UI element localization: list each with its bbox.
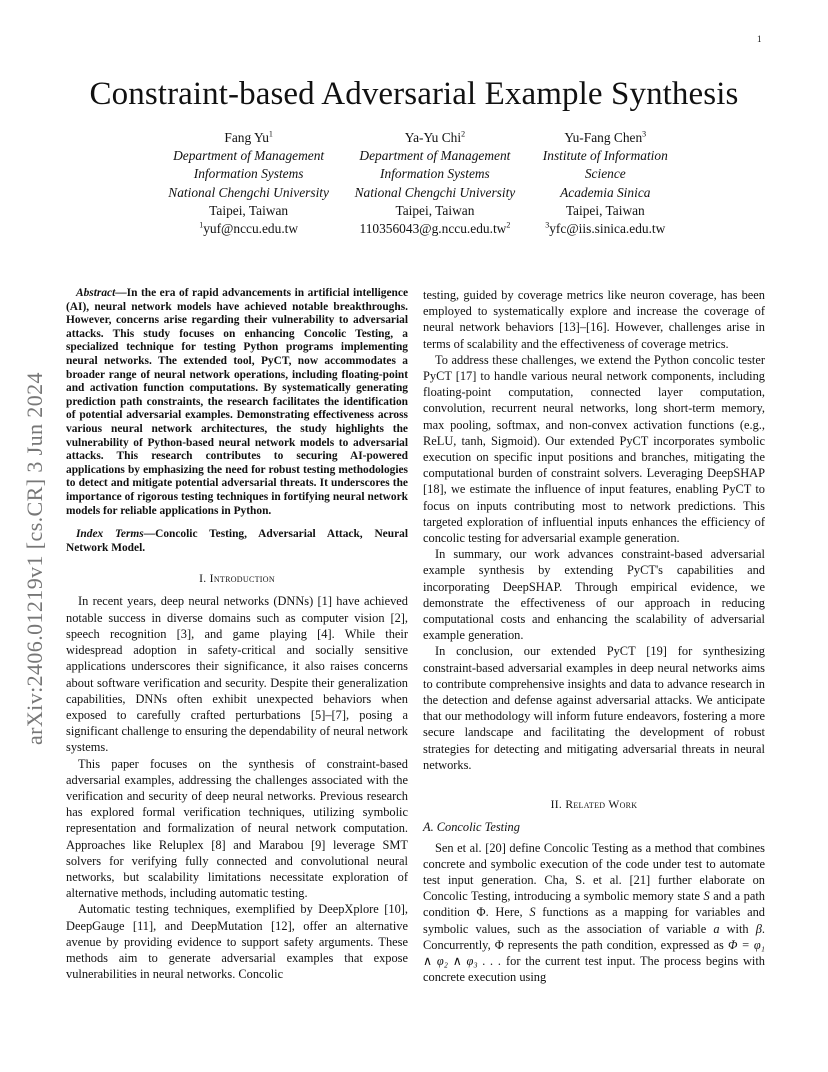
- author-block: [150, 129, 680, 238]
- author-location: Taipei, Taiwan: [395, 202, 475, 218]
- paragraph: testing, guided by coverage metrics like neuron coverage, has been employed to systematically explore and increase the coverage of neural network behaviors [13]–[16]. However, challenges arise in terms of scalability and the effectiveness of coverage metrics.: [423, 288, 765, 351]
- author-2: [345, 129, 524, 238]
- paragraph-concolic: [423, 840, 765, 986]
- index-terms-text: —Concolic Testing, Adversarial Attack, Neural Network Model.: [66, 528, 408, 554]
- paragraph: To address these challenges, we extend the Python concolic tester PyCT [17] to handle various neural network components, including floating-point computation, connected layer computation, convolution, recurrent neural networks, long short-term memory, max pooling, softmax, and non-convex activation functions (e.g., ReLU, tanh, Sigmoid). Our extended PyCT incorporates symbolic execution on specific input positions and branches, mitigating the computational burden of constraint solvers. Leveraging DeepSHAP [18], we estimate the influence of input features, enabling PyCT to focus on inputs contributing most to network predictions. This targeted exploration of influential inputs enhances the efficiency of concolic testing for adversarial example generation.: [423, 352, 765, 546]
- author-location: Taipei, Taiwan: [209, 202, 289, 218]
- subsection-heading: A. Concolic Testing: [423, 820, 520, 835]
- abstract: [66, 287, 408, 518]
- author-1: [154, 129, 343, 238]
- math-symbol: S: [703, 889, 710, 904]
- email-mark: 1: [199, 220, 204, 230]
- abstract-text: —In the era of rapid advancements in artificial intelligence (AI), neural network models have achieved notable breakthroughs. However, concerns arise regarding their vulnerability to adversarial attacks. This study focuses on enhancing Concolic Testing, a specialized technique for testing Python programs implementing neural networks. The extended tool, PyCT, now accommodates a broader range of neural network operations, including floating-point and activation function computations. By systematically generating prediction path constraints, the research facilitates the identification of potential adversarial examples. Demonstrating effectiveness across various neural network architectures, the study highlights the vulnerability of Python-based neural network models to adversarial attacks. This research contributes to securing AI-powered applications by emphasizing the need for robust testing methodologies to detect and mitigate potential adversarial threats. It underscores the importance of rigorous testing techniques in fortifying neural network models for reliable applications in Python.: [66, 287, 408, 517]
- paragraph: Automatic testing techniques, exemplified by DeepXplore [10], DeepGauge [11], and DeepMutation [12], offer an alternative avenue by providing evidence to support safety arguments. These methods aim to generate adversarial examples that expose vulnerabilities in neural networks. Concolic: [66, 902, 408, 982]
- math-symbol: β: [755, 921, 762, 936]
- text-run: . Here,: [485, 905, 530, 920]
- section-heading-related-work: [423, 797, 765, 813]
- author-department-line2: Information Systems: [380, 166, 490, 182]
- text-run: for the current test input. The process begins with concrete execution using: [423, 953, 766, 985]
- text-run: functions as a mapping for variables and symbolic values, such as the association of variable: [423, 905, 766, 936]
- math-symbol: Φ: [476, 905, 486, 920]
- author-institution: National Chengchi University: [354, 184, 516, 200]
- math-symbol: S: [529, 905, 536, 920]
- paragraph: In conclusion, our extended PyCT [19] for synthesizing constraint-based adversarial examples in deep neural networks aims to contribute comprehensive insights and data to advance research in the detection and defense against adversarial attacks. We anticipate that our methodology will inform future endeavors, fostering a more secure landscape and facilitating the development of robust strategies for detecting and mitigating adversarial threats in neural networks.: [423, 644, 765, 772]
- abstract-lead: Abstract: [76, 287, 116, 299]
- author-institution: National Chengchi University: [168, 184, 329, 200]
- index-terms: [66, 528, 408, 555]
- math-formula: Φ = φ₁ ∧ φ₂ ∧ φ₃ . . .: [423, 937, 765, 968]
- author-email[interactable]: yuf@nccu.edu.tw: [203, 221, 299, 237]
- text-run: represents the path condition, expressed as: [503, 937, 728, 952]
- section-title: Introduction: [209, 572, 275, 586]
- author-mark: 2: [461, 129, 466, 139]
- text-run: and a path condition: [423, 889, 766, 920]
- arxiv-stamp[interactable]: arXiv:2406.01219v1 [cs.CR] 3 Jun 2024: [22, 372, 47, 745]
- author-email[interactable]: yfc@iis.sinica.edu.tw: [549, 221, 666, 237]
- paper-title: Constraint-based Adversarial Example Synthesis: [89, 76, 739, 112]
- section-heading-introduction: [66, 571, 408, 587]
- math-symbol: Φ: [494, 937, 504, 952]
- author-mark: 3: [642, 129, 647, 139]
- author-department: Department of Management: [173, 148, 325, 164]
- author-institution: Academia Sinica: [560, 184, 651, 200]
- paragraph: In recent years, deep neural networks (DNNs) [1] have achieved notable success in diverse domains such as computer vision [2], speech recognition [3], and game playing [4]. While their widespread adoption in safety-critical and socially sensitive applications underscores their significance, it also raises concerns about software verification and security. Despite their generalization capabilities, DNNs often exhibit unexpected behaviors when exposed to carefully crafted perturbations [5]–[7], posing a significant challenge to ensuring the dependability of neural network systems.: [66, 594, 408, 755]
- author-department: Institute of Information: [542, 148, 668, 164]
- right-column: [423, 287, 765, 985]
- left-column: [66, 287, 408, 982]
- author-department-line2: Science: [584, 166, 626, 182]
- text-run: Sen et al. [20] define Concolic Testing as a method that combines concrete and symbolic execution of the code under test to automate test input generation. Cha, S. et al. [21] further elaborate on Concolic Testing, introducing a symbolic memory state: [423, 840, 765, 904]
- paragraph: In summary, our work advances constraint-based adversarial example synthesis by extending PyCT's capabilities and incorporating DeepSHAP. Through empirical evidence, we demonstrate the effectiveness of our approach in reducing computational costs and enhancing the scalability of adversarial example generation.: [423, 547, 765, 643]
- author-mark: 1: [268, 129, 273, 139]
- author-department: Department of Management: [359, 148, 511, 164]
- author-name: Ya-Yu Chi: [404, 130, 462, 145]
- text-run: . Concurrently,: [423, 921, 765, 952]
- text-run: with: [719, 921, 756, 936]
- math-symbol: a: [713, 921, 720, 936]
- section-number: I.: [199, 572, 210, 586]
- section-number: II.: [550, 798, 566, 812]
- author-3: [531, 129, 680, 238]
- author-department-line2: Information Systems: [193, 166, 304, 182]
- index-terms-lead: Index Terms: [76, 528, 144, 541]
- author-name: Fang Yu: [224, 130, 269, 145]
- paragraph: This paper focuses on the synthesis of constraint-based adversarial examples, addressing the challenges associated with the verification and security of deep neural networks. Previous research has explored formal verification techniques, utilizing symbolic representation and formalization of neural network computation. Approaches like Reluplex [8] and Marabou [9] leverage SMT solvers for verifying fully connected and convolutional neural networks, but scalability limitations necessitate exploration of alternative methods, including automatic testing.: [66, 756, 408, 901]
- author-location: Taipei, Taiwan: [565, 202, 645, 218]
- section-title: Related Work: [565, 798, 638, 812]
- email-mark: 2: [506, 220, 511, 230]
- author-email[interactable]: 110356043@g.nccu.edu.tw: [359, 221, 507, 237]
- page-number: 1: [757, 34, 762, 44]
- author-name: Yu-Fang Chen: [564, 130, 643, 145]
- email-mark: 3: [545, 220, 550, 230]
